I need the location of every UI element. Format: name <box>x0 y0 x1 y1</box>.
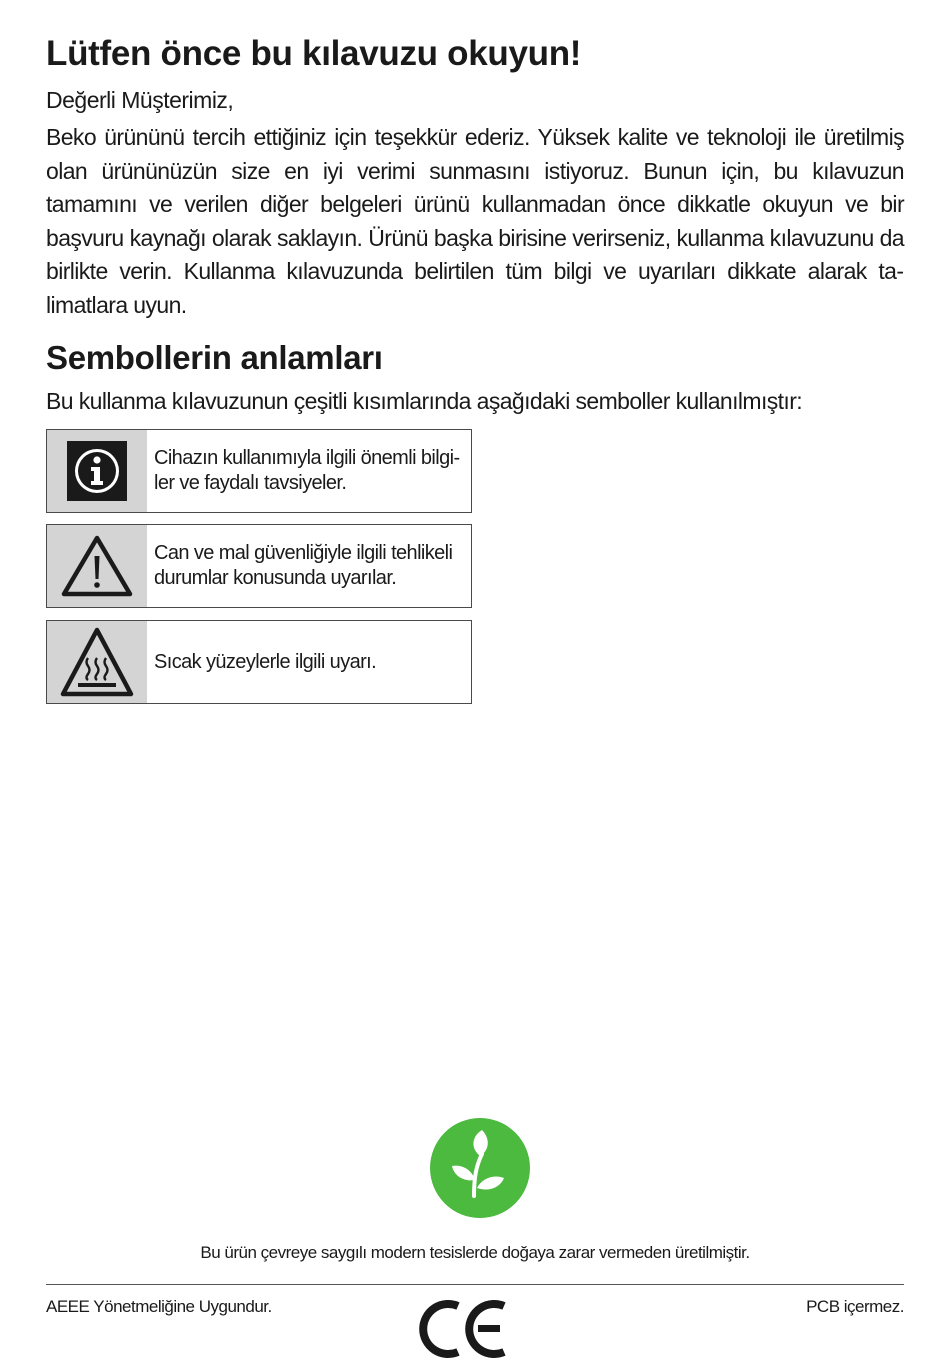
section-description: Bu kullanma kılavuzunun çeşitli kısımlarında aşağıdaki semboller kullanılmıştır: <box>46 388 803 414</box>
footer-weee-text: AEEE Yönetmeliğine Uygundur. <box>46 1297 272 1316</box>
symbol-text-hot-surface: Sıcak yüzeylerle ilgili uyarı. <box>154 650 377 673</box>
greeting-text: Değerli Müşterimiz, <box>46 87 234 113</box>
eco-statement: Bu ürün çevreye saygılı modern tesislerde doğaya zarar vermeden üretilmiştir. <box>200 1243 750 1262</box>
warning-triangle-icon <box>61 534 133 598</box>
symbol-row-hot-surface <box>46 620 472 704</box>
section-title: Sembollerin anlamları <box>46 339 383 376</box>
symbol-icon-cell <box>47 430 147 512</box>
info-icon <box>67 441 127 501</box>
symbol-icon-cell <box>47 621 147 703</box>
manual-page <box>46 0 904 1364</box>
hot-surface-icon <box>60 626 134 698</box>
footer-divider <box>46 1284 904 1285</box>
footer-pcb-text: PCB içermez. <box>806 1297 904 1316</box>
symbol-text-warning: Can ve mal güvenliğiyle ilgili tehlikeli durumlar konusunda uyarılar. <box>154 542 453 589</box>
symbol-row-info <box>46 429 472 513</box>
eco-leaf-icon <box>430 1118 530 1218</box>
page-title: Lütfen önce bu kılavuzu okuyun! <box>46 34 582 73</box>
symbol-text-info: Cihazın kullanımıyla ilgili önemli bilgiler ve faydalı tavsiyeler. <box>154 447 461 494</box>
symbol-icon-cell <box>47 525 147 607</box>
ce-mark-icon <box>418 1298 508 1360</box>
symbol-row-warning <box>46 524 472 608</box>
intro-paragraph: Beko ürününü tercih ettiğiniz için teşekkür ederiz. Yüksek kalite ve teknoloji ile üretilmiş olan ürününüzün size en iyi verimi sunmasını istiyoruz. Bunun için, bu kılavuzun tamamını ve verilen diğer belgeleri ürünü kullanmadan önce dikkatle okuyun ve bir başvuru kaynağı olarak saklayın. Ürünü başka birisine verirseniz, kullanma kılavuzunu da birlikte verin. Kullanma kılavuzunda belirtilen tüm bilgi ve uyarıları dikkate alarak talimatlara uyun. <box>46 124 904 318</box>
